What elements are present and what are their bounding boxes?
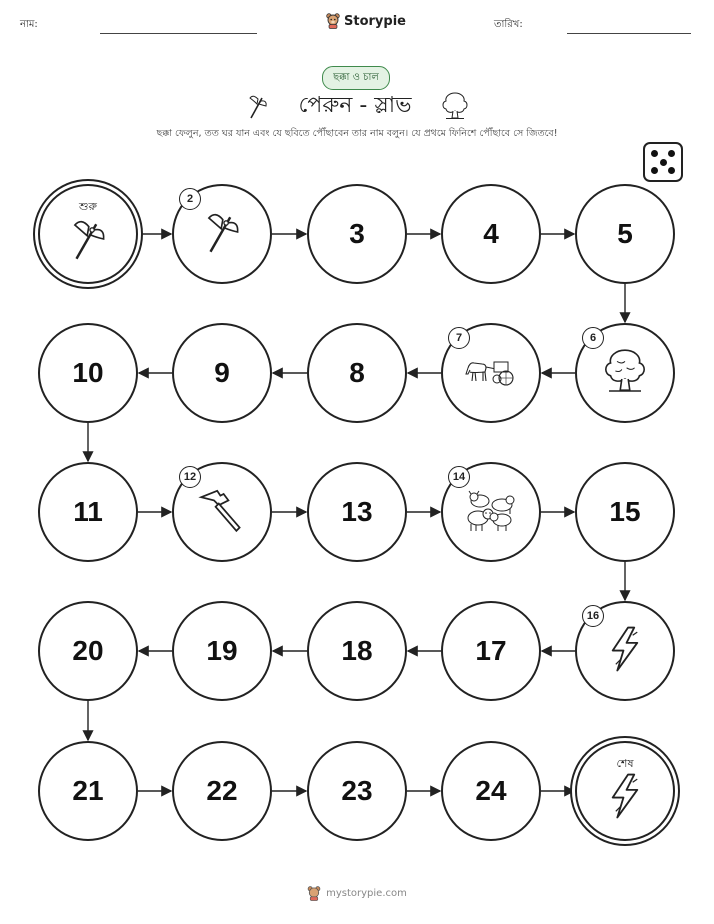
board-cell-12 [172, 462, 272, 562]
name-label: নাম: [20, 19, 38, 30]
board-cell-10 [38, 323, 138, 423]
board-cell-5 [575, 184, 675, 284]
board-cell-13 [307, 462, 407, 562]
axe-icon [202, 209, 242, 259]
cell-number: 11 [73, 496, 103, 527]
board-cell-24 [441, 741, 541, 841]
title-text: পেরুন - স্লাভ [298, 93, 412, 118]
board-cell-2 [172, 184, 272, 284]
start-label: শুরু [79, 200, 97, 213]
board-cell-9 [172, 323, 272, 423]
cell-number: 21 [72, 775, 104, 806]
board-cell-7 [441, 323, 541, 423]
footer [0, 886, 714, 901]
cell-number: 4 [483, 218, 499, 249]
cell-number: 18 [341, 635, 373, 666]
cell-number-tag: 2 [179, 188, 201, 210]
cell-number: 17 [475, 635, 507, 666]
board-cell-20 [38, 601, 138, 701]
board-cell-14 [441, 462, 541, 562]
oak-tree-icon [601, 347, 649, 399]
board-cell-15 [575, 462, 675, 562]
game-type-badge: ছক্কা ও চাল [322, 66, 390, 90]
cell-number: 20 [72, 635, 104, 666]
board-cell-1 [38, 184, 138, 284]
cell-number: 9 [214, 357, 230, 388]
board-cell-25 [575, 741, 675, 841]
cell-number-tag: 14 [448, 466, 470, 488]
axe-icon [68, 216, 108, 266]
cell-number-tag: 7 [448, 327, 470, 349]
board-cell-11 [38, 462, 138, 562]
cell-number-tag: 16 [582, 605, 604, 627]
cell-number: 8 [349, 357, 365, 388]
brand-name: Storypie [344, 13, 406, 29]
cell-number-tag: 6 [582, 327, 604, 349]
board-cell-23 [307, 741, 407, 841]
board-cell-6 [575, 323, 675, 423]
board-cell-8 [307, 323, 407, 423]
bear-mascot-icon [307, 886, 321, 901]
cell-number: 24 [475, 775, 507, 806]
board-cell-16 [575, 601, 675, 701]
horse-cart-icon [464, 354, 518, 392]
cell-number: 3 [349, 218, 365, 249]
lightning-icon [608, 773, 642, 823]
hammer-icon [198, 486, 246, 538]
cell-number: 19 [206, 635, 238, 666]
lightning-icon [608, 626, 642, 676]
board-cell-21 [38, 741, 138, 841]
cell-number: 10 [72, 357, 104, 388]
cell-number: 15 [609, 496, 641, 527]
cell-number: 22 [206, 775, 238, 806]
board-cell-3 [307, 184, 407, 284]
cattle-herd-icon [462, 487, 520, 537]
cell-number-tag: 12 [179, 466, 201, 488]
board-cell-4 [441, 184, 541, 284]
instructions: ছক্কা ফেলুন, তত ঘর যান এবং যে ছবিতে পৌঁছাবেন তার নাম বলুন। যে প্রথমে ফিনিশে পৌঁছাবে সে জিতবে! [156, 128, 558, 139]
board-cell-18 [307, 601, 407, 701]
cell-number: 23 [341, 775, 373, 806]
date-label: তারিখ: [494, 19, 523, 30]
board-cell-19 [172, 601, 272, 701]
board-cell-22 [172, 741, 272, 841]
board-cell-17 [441, 601, 541, 701]
cell-number: 5 [617, 218, 633, 249]
cell-number: 13 [341, 496, 373, 527]
footer-url[interactable]: mystorypie.com [326, 888, 407, 899]
end-label: শেষ [616, 757, 634, 770]
